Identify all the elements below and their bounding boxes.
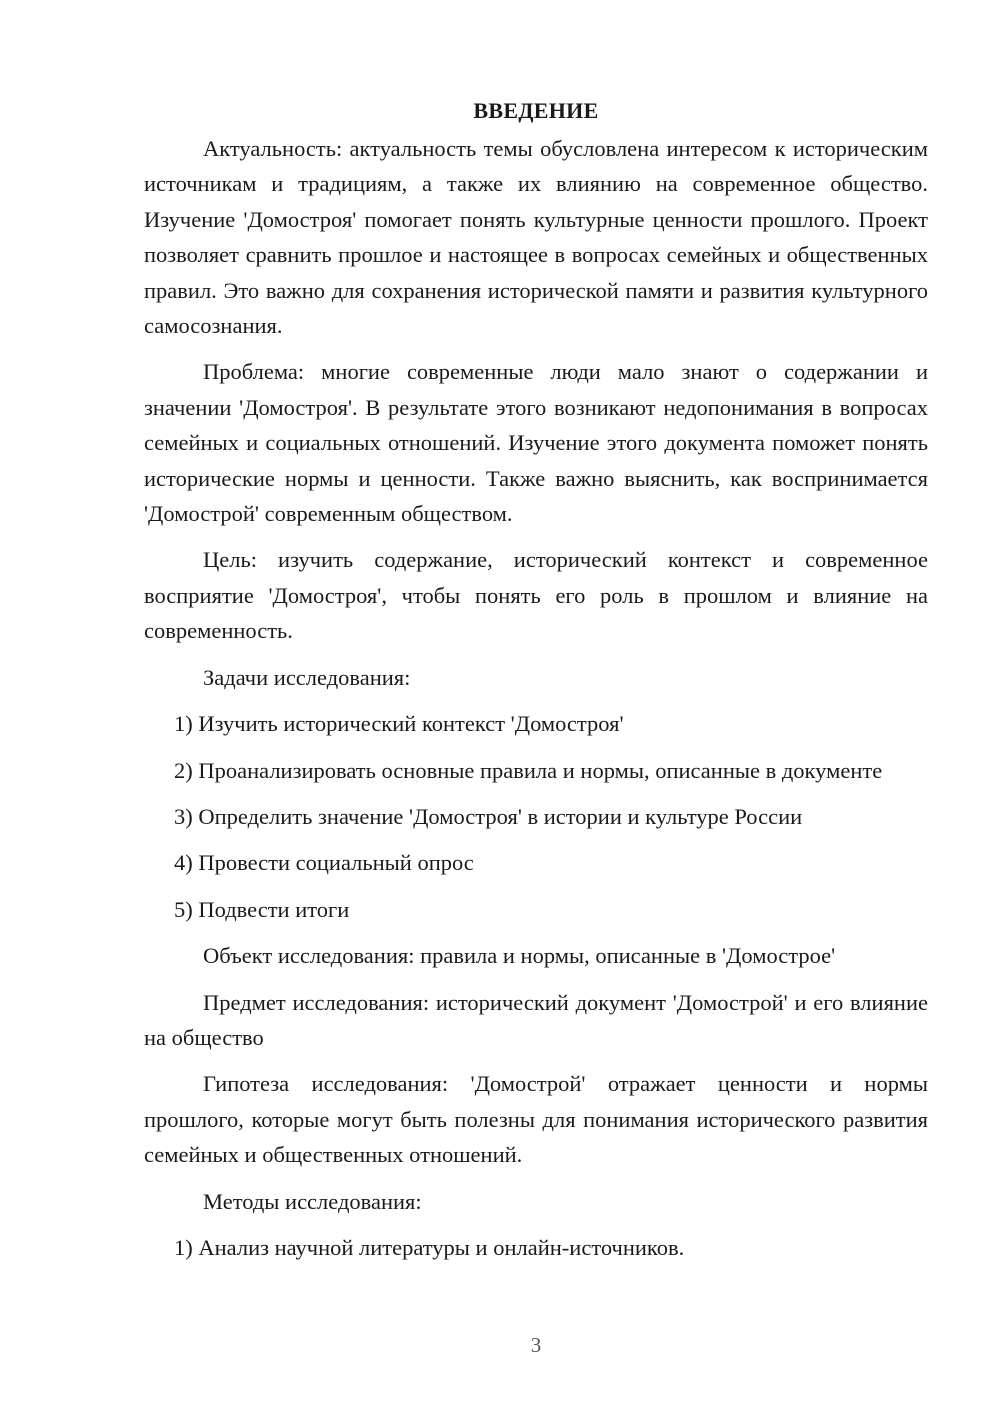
problem-paragraph: Проблема: многие современные люди мало знают о содержании и значении 'Домостроя'. В результате этого возникают недопонимания в вопросах семейных и социальных отношений. Изучение этого документа поможет понять исторические нормы и ценности. Также важно выяснить, как воспринимается 'Домострой' современным обществом. bbox=[144, 359, 928, 527]
subject-paragraph: Предмет исследования: исторический документ 'Домострой' и его влияние на общество bbox=[144, 989, 928, 1050]
object-paragraph: Объект исследования: правила и нормы, описанные в 'Домострое' bbox=[203, 943, 836, 969]
task-item: 1) Изучить исторический контекст 'Домостроя' bbox=[174, 711, 624, 737]
methods-heading: Методы исследования: bbox=[203, 1188, 422, 1214]
hypothesis-paragraph: Гипотеза исследования: 'Домострой' отражает ценности и нормы прошлого, которые могут быть полезны для понимания исторического развития семейных и общественных отношений. bbox=[144, 1071, 928, 1168]
page-number: 3 bbox=[530, 1333, 542, 1357]
task-item: 2) Проанализировать основные правила и нормы, описанные в документе bbox=[174, 757, 883, 783]
tasks-heading: Задачи исследования: bbox=[203, 664, 411, 690]
relevance-paragraph: Актуальность: актуальность темы обусловлена интересом к историческим источникам и традициям, а также их влиянию на современное общество. Изучение 'Домостроя' помогает понять культурные ценности прошлого. Проект позволяет сравнить прошлое и настоящее в вопросах семейных и общественных правил. Это важно для сохранения исторической памяти и развития культурного самосознания. bbox=[144, 136, 928, 339]
section-heading: ВВЕДЕНИЕ bbox=[473, 98, 599, 123]
task-item: 3) Определить значение 'Домостроя' в истории и культуре России bbox=[174, 803, 803, 829]
method-item: 1) Анализ научной литературы и онлайн-источников. bbox=[174, 1234, 685, 1260]
task-item: 5) Подвести итоги bbox=[174, 896, 350, 922]
goal-paragraph: Цель: изучить содержание, исторический контекст и современное восприятие 'Домостроя', чтобы понять его роль в прошлом и влияние на современность. bbox=[144, 547, 928, 644]
document-page bbox=[144, 95, 928, 1276]
task-item: 4) Провести социальный опрос bbox=[174, 850, 474, 876]
